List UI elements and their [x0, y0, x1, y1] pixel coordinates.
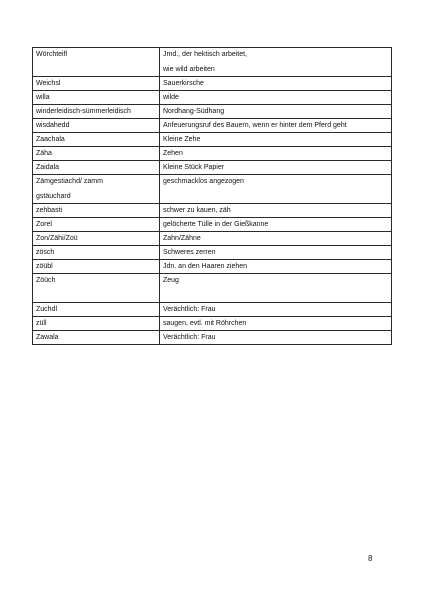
- glossary-term-text: Zon/Zähi/Zoü: [36, 235, 78, 242]
- glossary-term-cell: [33, 147, 160, 161]
- glossary-term-text: Wörchteifl: [36, 51, 68, 58]
- glossary-meaning-cell: [160, 232, 392, 246]
- glossary-term-text: Zawala: [36, 334, 59, 341]
- glossary-meaning-cell: [160, 218, 392, 232]
- glossary-meaning-text: wilde: [163, 94, 179, 101]
- glossary-row: [33, 105, 392, 119]
- glossary-term-cell: [33, 303, 160, 317]
- glossary-meaning-text: Verächtlich: Frau: [163, 306, 216, 313]
- glossary-term-text: willa: [36, 94, 50, 101]
- glossary-row: [33, 175, 392, 204]
- glossary-meaning-cell: [160, 246, 392, 260]
- glossary-row: [33, 133, 392, 147]
- glossary-term-cell: [33, 161, 160, 175]
- glossary-row: [33, 204, 392, 218]
- glossary-term-cell: [33, 133, 160, 147]
- glossary-meaning-text: saugen, evtl. mit Röhrchen: [163, 320, 247, 327]
- glossary-row: [33, 218, 392, 232]
- glossary-meaning-text: schwer zu kauen, zäh: [163, 207, 231, 214]
- glossary-meaning-cell: [160, 133, 392, 147]
- glossary-term-cell: [33, 119, 160, 133]
- glossary-meaning-text: wie wild arbeiten: [163, 66, 215, 73]
- glossary-term-cell: [33, 48, 160, 77]
- glossary-term-text: Zorel: [36, 221, 52, 228]
- glossary-term-text: Weichsl: [36, 80, 61, 87]
- glossary-term-cell: [33, 331, 160, 345]
- glossary-meaning-text: Kleine Stück Papier: [163, 164, 225, 171]
- glossary-meaning-cell: [160, 260, 392, 274]
- glossary-term-text: züll: [36, 320, 47, 327]
- glossary-table-body: [33, 48, 392, 345]
- glossary-meaning-cell: [160, 48, 392, 77]
- glossary-meaning-text: Kleine Zehe: [163, 136, 201, 143]
- glossary-term-text: zehbasti: [36, 207, 63, 214]
- glossary-row: [33, 91, 392, 105]
- glossary-term-text: Zaachala: [36, 136, 65, 143]
- glossary-term-cell: [33, 274, 160, 303]
- glossary-row: [33, 331, 392, 345]
- glossary-meaning-cell: [160, 317, 392, 331]
- glossary-term-cell: [33, 77, 160, 91]
- glossary-term-cell: [33, 204, 160, 218]
- glossary-meaning-text: Anfeuerungsruf des Bauern, wenn er hinter dem Pferd geht: [163, 122, 347, 129]
- glossary-term-text: winderleidisch-sümmerleidisch: [36, 108, 131, 115]
- glossary-row: [33, 77, 392, 91]
- glossary-row: [33, 260, 392, 274]
- glossary-row: [33, 317, 392, 331]
- glossary-term-text: Zäha: [36, 150, 52, 157]
- glossary-row: [33, 274, 392, 303]
- glossary-term-text: Zuchdl: [36, 306, 58, 313]
- page-number: 8: [368, 554, 373, 563]
- glossary-meaning-cell: [160, 147, 392, 161]
- glossary-meaning-text: Zehen: [163, 150, 183, 157]
- glossary-meaning-text: Verächtlich: Frau: [163, 334, 216, 341]
- glossary-meaning-text: Zahn/Zähne: [163, 235, 201, 242]
- glossary-term-cell: [33, 317, 160, 331]
- glossary-term-text: zösch: [36, 249, 55, 256]
- glossary-row: [33, 147, 392, 161]
- glossary-meaning-cell: [160, 77, 392, 91]
- glossary-row: [33, 119, 392, 133]
- glossary-term-text: Zämgestiachd/ zamm: [36, 178, 103, 185]
- glossary-row: [33, 161, 392, 175]
- glossary-term-cell: [33, 105, 160, 119]
- glossary-meaning-text: Nordhang-Südhang: [163, 108, 225, 115]
- glossary-meaning-text: Jmd., der hektisch arbeitet,: [163, 51, 248, 58]
- glossary-meaning-cell: [160, 161, 392, 175]
- glossary-meaning-text: geschmacklos angezogen: [163, 178, 244, 185]
- glossary-row: [33, 48, 392, 77]
- glossary-row: [33, 303, 392, 317]
- glossary-meaning-cell: [160, 331, 392, 345]
- dialect-glossary-table: [32, 47, 392, 345]
- glossary-meaning-text: Zeug: [163, 277, 179, 284]
- glossary-meaning-text: gelöcherte Tülle in der Gießkanne: [163, 221, 269, 228]
- glossary-meaning-cell: [160, 303, 392, 317]
- glossary-meaning-cell: [160, 175, 392, 204]
- glossary-term-cell: [33, 218, 160, 232]
- glossary-term-cell: [33, 246, 160, 260]
- glossary-meaning-text: Sauerkirsche: [163, 80, 204, 87]
- glossary-meaning-cell: [160, 119, 392, 133]
- glossary-term-text: wisdahedd: [36, 122, 70, 129]
- glossary-term-text: zöübl: [36, 263, 53, 270]
- glossary-row: [33, 246, 392, 260]
- glossary-meaning-cell: [160, 91, 392, 105]
- glossary-term-cell: [33, 232, 160, 246]
- glossary-term-cell: [33, 175, 160, 204]
- glossary-term-cell: [33, 260, 160, 274]
- glossary-term-cell: [33, 91, 160, 105]
- glossary-term-text: gstäuchard: [36, 193, 71, 200]
- glossary-meaning-text: Jdn. an den Haaren ziehen: [163, 263, 248, 270]
- glossary-meaning-text: Schweres zerren: [163, 249, 216, 256]
- glossary-meaning-cell: [160, 274, 392, 303]
- glossary-row: [33, 232, 392, 246]
- glossary-term-text: Zöüch: [36, 277, 56, 284]
- glossary-term-text: Zaidala: [36, 164, 59, 171]
- glossary-meaning-cell: [160, 204, 392, 218]
- glossary-meaning-cell: [160, 105, 392, 119]
